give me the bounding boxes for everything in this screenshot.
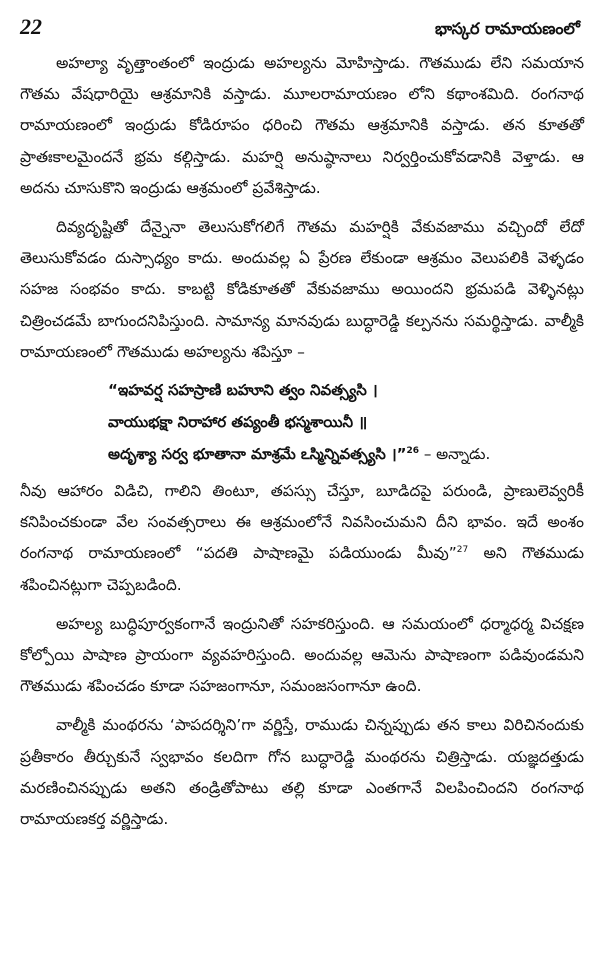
- sanskrit-verse: [108, 374, 584, 470]
- verse-line-1: “ఇహవర్ష సహస్రాణి బహూని త్వం నివత్స్యసి ।: [108, 381, 378, 400]
- paragraph-ahalya-curse: అహల్య బుద్ధిపూర్వకంగానే ఇంద్రునితో సహకరిస్తుంది. ఆ సమయంలో ధర్మాధర్మ విచక్షణ కోల్పోయి పాషాణ ప్రాయంగా వ్యవహరిస్తుంది. అందువల్ల ఆమెను పాషాణంగా పడివుండమని గౌతముడు శపించడం కూడా సహజంగానూ, సమంజసంగానూ ఉంది.: [20, 614, 584, 696]
- page-number: 22: [20, 14, 42, 39]
- page-header: [20, 14, 584, 48]
- verse-line-3: [108, 438, 584, 470]
- paragraph-ahalya-story: అహల్యా వృత్తాంతంలో ఇంద్రుడు అహల్యను మోహిస్తాడు. గౌతముడు లేని సమయాన గౌతమ వేషధారియై ఆశ్రమానికి వస్తాడు. మూలరామాయణం లోని కథాంశమిది. రంగనాథ రామాయణంలో ఇంద్రుడు కోడిరూపం ధరించి గౌతమ ఆశ్రమానికి వస్తాడు. తన కూతతో ప్రాతఃకాలమైందనే భ్రమ కల్గిస్తాడు. మహర్షి అనుష్ఠానాలు నిర్వర్తించుకోవడానికి వెళ్తాడు. ఆ అదను చూసుకొని ఇంద్రుడు ఆశ్రమంలో ప్రవేశిస్తాడు.: [20, 54, 584, 197]
- paragraph-divine-sight: దివ్యదృష్టితో దేన్నైనా తెలుసుకోగలిగే గౌతమ మహర్షికి వేకువజాము వచ్చిందో లేదో తెలుసుకోవడం దుస్సాధ్యం కాదు. అందువల్ల ఏ ప్రేరణ లేకుండా ఆశ్రమం వెలుపలికి వెళ్ళడం సహజ సంభవం కాదు. కాబట్టి కోడికూతతో వేకువజాము అయిందని భ్రమపడి వెళ్ళినట్లు చిత్రించడమే బాగుందనిపిస్తుంది. సామాన్య మానవుడు బుద్ధారెడ్డి కల్పనను సమర్థిస్తాడు. వాల్మీకి రామాయణంలో గౌతముడు అహల్యను శపిస్తూ –: [20, 218, 584, 361]
- paragraph-verse-meaning: [20, 476, 584, 601]
- verse-line-3-text: అదృశ్యా సర్వ భూతానా మాశ్రమే ఽస్మిన్నివత్స్యసి ।”: [108, 445, 407, 464]
- verse-tail: – అన్నాడు.: [419, 445, 491, 464]
- verse-meaning-text: నీవు ఆహారం విడిచి, గాలిని తింటూ, తపస్సు చేస్తూ, బూడిదపై పరుండి, ప్రాణులెవ్వరికీ కనిపించకుండా వేల సంవత్సరాలు ఈ ఆశ్రమంలోనే నివసించుమని దీని భావం. ఇదే అంశం రంగనాథ రామాయణంలో “పదతి పాషాణమై పడియుండు మీవు”: [20, 482, 584, 563]
- page-body: [20, 48, 584, 835]
- verse-line-2: వాయుభక్షా నిరాహార తప్యంతీ భస్మశాయినీ ॥: [108, 413, 368, 432]
- footnote-marker-26: 26: [406, 446, 420, 457]
- footnote-marker-27: 27: [456, 545, 469, 556]
- running-head: భాస్కర రామాయణంలో: [435, 19, 580, 38]
- verse-meaning-end: అని గౌతముడు శపించినట్లుగా చెప్పబడింది.: [20, 544, 585, 594]
- paragraph-manthara: వాల్మీకి మంథరను ‘పాపదర్శిని’గా వర్ణిస్తే, రాముడు చిన్నప్పుడు తన కాలు విరిచినందుకు ప్రతీకారం తీర్చుకునే స్వభావం కలదిగా గోన బుద్ధారెడ్డి మంథరను చిత్రిస్తాడు. యజ్ఞదత్తుడు మరణించినప్పుడు అతని తండ్రితోపాటు తల్లి కూడా ఎంతగానే విలపించిందని రంగనాథ రామాయణకర్త వర్ణిస్తాడు.: [20, 716, 584, 829]
